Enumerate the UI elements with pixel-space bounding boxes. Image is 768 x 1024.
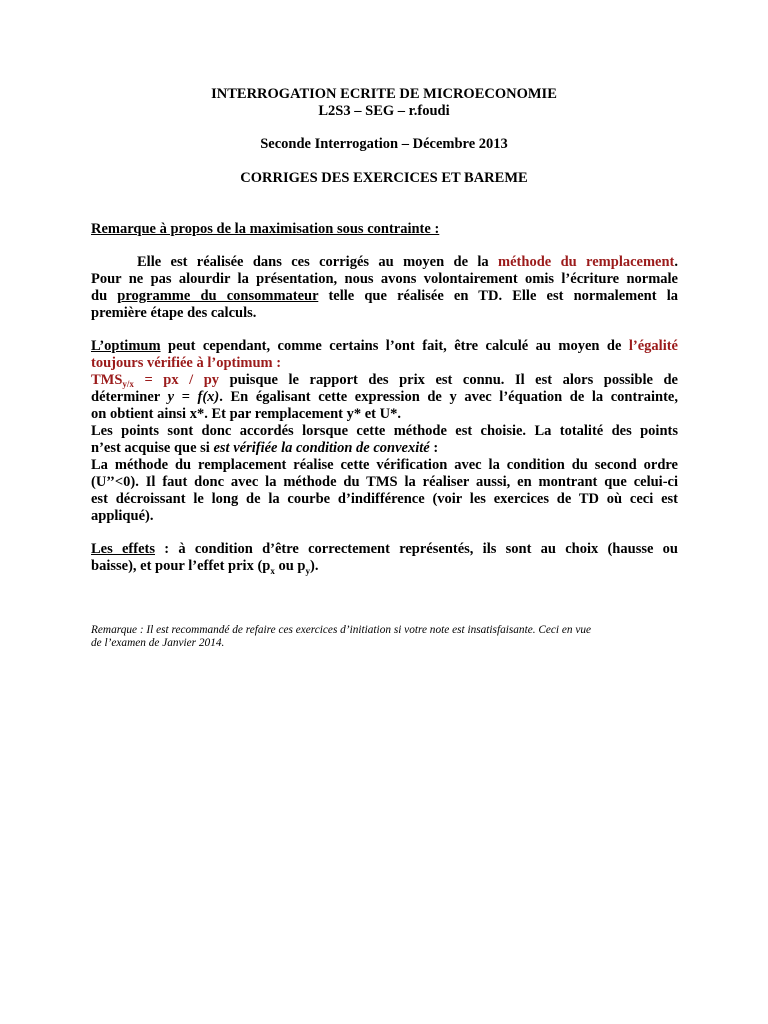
para1-line2: Pour ne pas alourdir la présentation, nous avons volontairement omis l’écriture normale [91, 271, 678, 287]
subscript-y: y [305, 565, 310, 576]
document-subtitle: CORRIGES DES EXERCICES ET BAREME [240, 170, 528, 186]
para2-text-f1: n’est acquise que si [91, 440, 214, 456]
para3-effects: Les effets [91, 541, 155, 557]
subscript-x: x [270, 565, 275, 576]
para3-text-b3: ). [310, 558, 319, 574]
para2-function: y = f(x) [167, 389, 220, 405]
para2-line3 [91, 372, 678, 389]
para1-consumer-program: programme du consommateur [117, 288, 319, 304]
para3-text-b2: ou p [274, 558, 306, 574]
para2-line8: La méthode du remplacement réalise cette vérification avec la condition du second ordre [91, 457, 678, 473]
para2-text-c2: . En égalisant cette expression de y avec l’équation de la contrainte, [219, 389, 678, 405]
para2-line5: on obtient ainsi x*. Et par remplacement y* et U*. [91, 406, 401, 422]
para2-line9: (U’’<0). Il faut donc avec la méthode du TMS la réaliser aussi, en montrant que celui-ci [91, 474, 678, 490]
para2-line11: appliqué). [91, 508, 154, 524]
para2-text-c1: déterminer [91, 389, 168, 405]
para2-line10: est décroissant le long de la courbe d’indifférence (voir les exercices de TD où ceci est [91, 491, 678, 507]
tms-subscript: y/x [122, 379, 134, 389]
para2-text-f2: : [429, 440, 439, 456]
para3-text-a: : à condition d’être correctement représentés, ils sont au choix (hausse ou [155, 541, 678, 557]
para1-line3-b: telle que réalisée en TD. Elle est normalement la [318, 288, 678, 304]
course-line: L2S3 – SEG – r.foudi [318, 103, 450, 119]
para1-line3-a: du [91, 288, 118, 304]
para1-line4: première étape des calculs. [91, 305, 257, 321]
para3-line2 [91, 558, 678, 575]
para2-text-b: puisque le rapport des prix est connu. Il est alors possible de [219, 372, 678, 388]
para1-line1 [91, 254, 678, 271]
document-title: INTERROGATION ECRITE DE MICROECONOMIE [211, 86, 557, 102]
para2-optimum: L’optimum [91, 338, 161, 354]
tms-equation: = px / py [133, 372, 220, 388]
session-line: Seconde Interrogation – Décembre 2013 [260, 136, 508, 152]
tms-label: TMS [91, 372, 123, 388]
footnote-line2: de l’examen de Janvier 2014. [91, 637, 225, 649]
footnote-line1: Remarque : Il est recommandé de refaire ces exercices d’initiation si votre note est insatisfaisante. Ceci en vue [91, 624, 592, 636]
para3-line1 [91, 541, 678, 558]
para1-line3 [91, 288, 678, 305]
remark-heading: Remarque à propos de la maximisation sous contrainte : [91, 221, 440, 237]
para2-line7 [91, 440, 678, 457]
para1-red-method: méthode du remplacement [498, 254, 675, 270]
para1-text-b: . [674, 254, 678, 270]
para2-red-equality: l’égalité [628, 338, 678, 354]
para2-text-a: peut cependant, comme certains l’ont fait, être calculé au moyen de [160, 338, 629, 354]
para2-line2: toujours vérifiée à l’optimum : [91, 355, 282, 371]
para3-text-b1: baisse), et pour l’effet prix (p [91, 558, 271, 574]
para1-text-a: Elle est réalisée dans ces corrigés au moyen de la [137, 254, 499, 270]
para2-line1 [91, 338, 678, 355]
para2-line6: Les points sont donc accordés lorsque cette méthode est choisie. La totalité des points [91, 423, 678, 439]
para2-convexity: est vérifiée la condition de convexité [213, 440, 430, 456]
para2-line4 [91, 389, 678, 406]
